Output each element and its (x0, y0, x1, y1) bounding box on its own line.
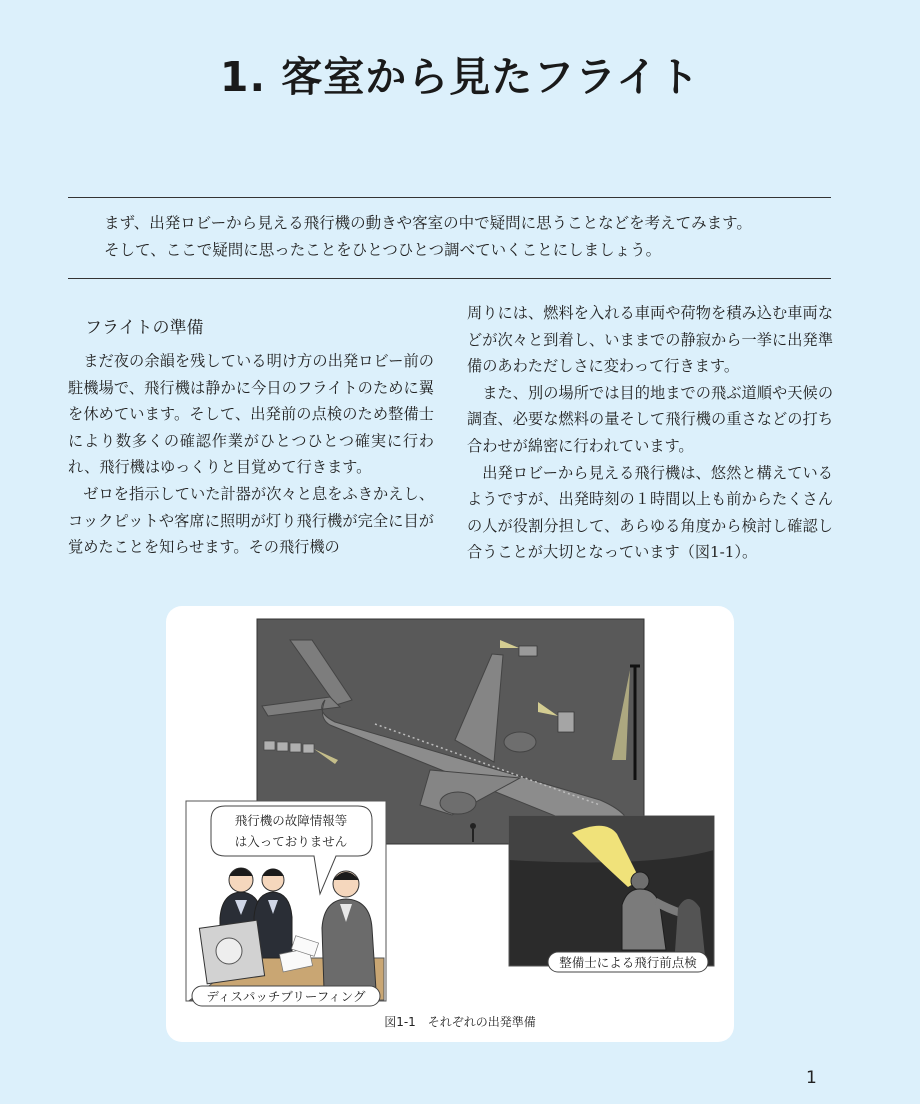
dispatch-label: ディスパッチブリーフィング (206, 989, 366, 1004)
intro-line-1: まず、出発ロビーから見える飛行機の動きや客室の中で疑問に思うことなどを考えてみます。 (104, 214, 752, 232)
computer-terminal (199, 920, 264, 984)
section-heading: フライトの準備 (85, 318, 204, 338)
paragraph: まだ夜の余韻を残している明け方の出発ロビー前の駐機場で、飛行機は静かに今日のフライトのために翼を休めています。そして、出発前の点検のため整備士により数多くの確認作業がひとつひとつ確実に行われ、飛行機はゆっくりと目覚めて行きます。 (68, 352, 434, 477)
paragraph: 出発ロビーから見える飛行機は、悠然と構えているようですが、出発時刻の１時間以上も前からたくさんの人が役割分担して、あらゆる角度から検討し確認し合うことが大切となっています（図1-1）。 (467, 463, 833, 562)
figure-caption: 図1-1 それぞれの出発準備 (384, 1015, 536, 1029)
page-number: 1 (806, 1068, 817, 1088)
speech-bubble-line-2: は入っておりません (234, 834, 348, 849)
inspection-label: 整備士による飛行前点検 (559, 955, 697, 970)
page-title: 1. 客室から見たフライト (219, 53, 701, 101)
intro-line-2: そして、ここで疑問に思ったことをひとつひとつ調べていくことにしましょう。 (104, 241, 662, 259)
paragraph: また、別の場所では目的地までの飛ぶ道順や天候の調査、必要な燃料の量そして飛行機の重さなどの打ち合わせが綿密に行われています。 (467, 383, 833, 455)
paragraph: ゼロを指示していた計器が次々と息をふきかえし、コックピットや客席に照明が灯り飛行機が完全に目が覚めたことを知らせます。その飛行機の (68, 484, 434, 557)
paragraph: 周りには、燃料を入れる車両や荷物を積み込む車両などが次々と到着し、いままでの静寂から一挙に出発準備のあわただしさに変わって行きます。 (467, 304, 833, 376)
speech-bubble-line-1: 飛行機の故障情報等 (234, 813, 348, 828)
